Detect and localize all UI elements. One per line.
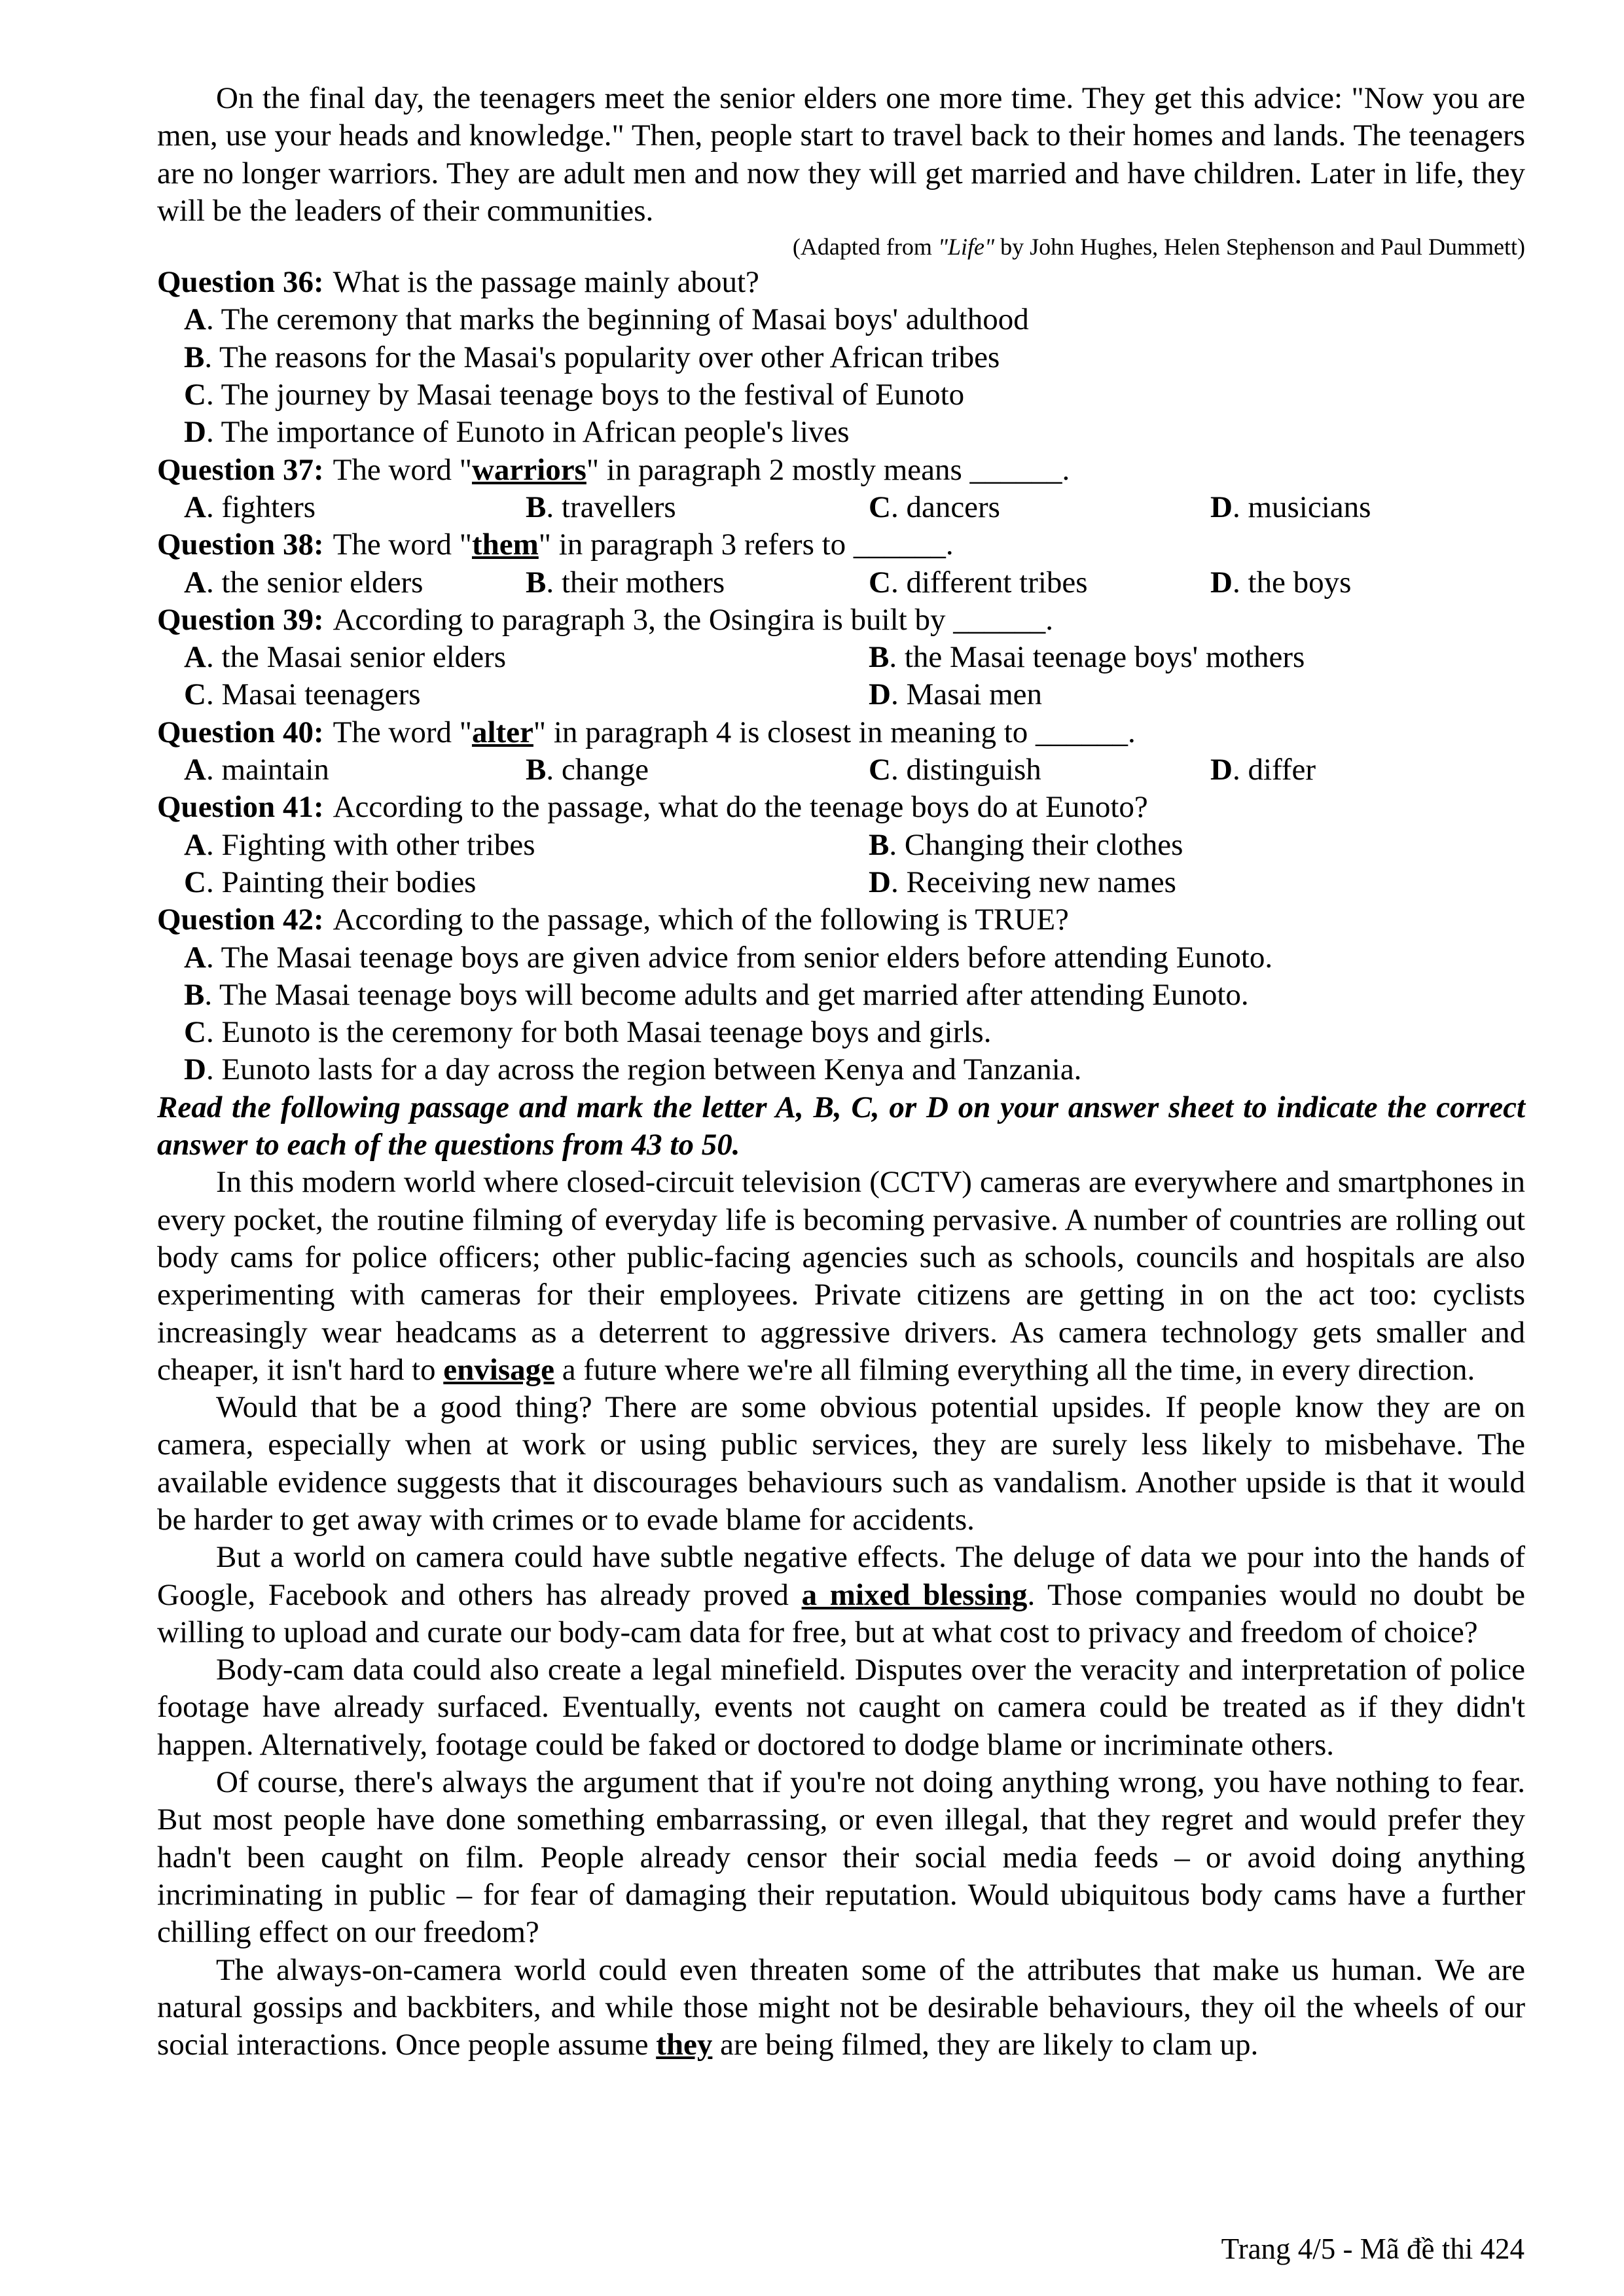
option-letter: A — [184, 753, 206, 787]
option-b[interactable] — [184, 978, 1249, 1012]
question-number: Question 42: — [157, 903, 324, 937]
option-b[interactable] — [526, 751, 649, 789]
option-text: . Masai teenagers — [206, 677, 421, 712]
question-text: The word " — [333, 528, 472, 562]
option-b[interactable] — [869, 639, 1305, 676]
option-text: . travellers — [546, 490, 676, 524]
option-letter: B — [869, 827, 890, 862]
option-letter: A — [184, 827, 206, 862]
option-letter: A — [184, 565, 206, 600]
paragraph-text: Of course, there's always the argument that if you're not doing anything wrong, you have nothing to fear. But most people have done something embarrassing, or even illegal, that they regret and would prefer they hadn't been caught on film. People already censor their social media feeds – or avoid doing anything incriminating in public – for fear of damaging their reputation. Would ubiquitous body cams have a further chilling effect on our freedom? — [157, 1765, 1525, 1950]
option-d[interactable] — [869, 864, 1176, 901]
option-d[interactable] — [184, 415, 850, 449]
option-letter: B — [526, 490, 547, 524]
question-39 — [157, 601, 1525, 639]
option-text: . dancers — [890, 490, 1000, 524]
option-letter: B — [526, 753, 547, 787]
page-footer: Trang 4/5 - Mã đề thi 424 — [1221, 2233, 1525, 2265]
option-letter: D — [184, 415, 206, 450]
option-text: . differ — [1232, 753, 1316, 787]
option-text: . Receiving new names — [890, 865, 1176, 899]
option-b[interactable] — [526, 564, 725, 601]
passage-paragraph — [157, 1389, 1525, 1539]
option-letter: D — [1210, 565, 1233, 600]
option-text: . The journey by Masai teenage boys to the festival of Eunoto — [206, 378, 965, 412]
option-text: . Eunoto is the ceremony for both Masai teenage boys and girls. — [206, 1015, 992, 1050]
option-letter: C — [869, 490, 891, 524]
option-text: . the boys — [1232, 565, 1352, 600]
question-number: Question 36: — [157, 265, 324, 300]
option-d[interactable] — [869, 676, 1042, 713]
option-text: . the senior elders — [206, 565, 424, 600]
paragraph-text-end: a future where we're all filming everything all the time, in every direction. — [554, 1352, 1475, 1387]
option-a[interactable] — [184, 489, 316, 526]
question-40 — [157, 714, 1525, 751]
paragraph-text: The always-on-camera world could even threaten some of the attributes that make us human. We are natural gossips and backbiters, and while those might not be desirable behaviours, they oil the wheels of our social interactions. Once people assume — [157, 1952, 1525, 2062]
paragraph-text: In this modern world where closed-circuit television (CCTV) cameras are everywhere and smartphones in every pocket, the routine filming of everyday life is becoming pervasive. A number of countries are rolling out body cams for police officers; other public-facing agencies such as schools, councils and hospitals are also experimenting with cameras for their employees. Private citizens are getting in on the act too: cyclists increasingly wear headcams as a deterrent to aggressive drivers. As camera technology gets smaller and cheaper, it isn't hard to — [157, 1165, 1525, 1387]
question-keyword: warriors — [471, 452, 586, 487]
option-letter: D — [869, 865, 891, 899]
option-d[interactable] — [1210, 751, 1316, 789]
passage-paragraph — [157, 1764, 1525, 1951]
option-letter: A — [184, 940, 206, 975]
option-letter: D — [869, 677, 891, 712]
option-letter: B — [184, 977, 205, 1012]
question-41 — [157, 789, 1525, 826]
option-d[interactable] — [1210, 564, 1351, 601]
passage-instruction: Read the following passage and mark the letter A, B, C, or D on your answer sheet to indicate the correct answer to each of the questions from 43 to 50. — [157, 1090, 1525, 1162]
question-keyword: them — [471, 528, 539, 562]
option-text: . the Masai teenage boys' mothers — [889, 640, 1305, 675]
question-text: The word " — [333, 452, 472, 487]
highlighted-word: a mixed blessing — [801, 1577, 1028, 1612]
option-letter: D — [184, 1052, 206, 1087]
paragraph-text-end: . Those companies would no doubt be willing to upload and curate our body-cam data for free, but at what cost to privacy and freedom of choice? — [157, 1577, 1526, 1649]
passage-paragraph — [157, 1952, 1525, 2064]
option-text: . change — [546, 753, 649, 787]
question-number: Question 40: — [157, 715, 324, 749]
option-text: . The ceremony that marks the beginning of Masai boys' adulthood — [206, 302, 1029, 337]
question-text: According to the passage, what do the teenage boys do at Eunoto? — [333, 790, 1148, 825]
source-title: "Life" — [937, 234, 995, 260]
option-text: . Changing their clothes — [889, 827, 1183, 862]
option-text: . Fighting with other tribes — [206, 827, 535, 862]
option-text: . The importance of Eunoto in African people's lives — [206, 415, 850, 450]
option-letter: B — [184, 340, 205, 374]
option-c[interactable] — [869, 751, 1041, 789]
question-number: Question 41: — [157, 790, 324, 825]
option-text: . Masai men — [890, 677, 1042, 712]
option-text: . The Masai teenage boys are given advice from senior elders before attending Eunoto. — [206, 940, 1273, 975]
exam-page — [157, 80, 1525, 2064]
option-letter: D — [1210, 753, 1233, 787]
option-c[interactable] — [184, 864, 476, 901]
option-letter: A — [184, 302, 206, 337]
question-text: According to the passage, which of the following is TRUE? — [333, 903, 1069, 937]
question-text-end: " in paragraph 4 is closest in meaning to ______. — [533, 715, 1136, 749]
source-post: by John Hughes, Helen Stephenson and Paul Dummett) — [994, 234, 1525, 260]
option-text: . musicians — [1232, 490, 1371, 524]
option-c[interactable] — [869, 564, 1088, 601]
highlighted-word: they — [656, 2028, 713, 2062]
option-text: . maintain — [206, 753, 329, 787]
source-pre: (Adapted from — [792, 234, 938, 260]
option-text: . Painting their bodies — [206, 865, 477, 899]
option-letter: A — [184, 490, 206, 524]
option-letter: C — [184, 865, 206, 899]
reading-passage — [157, 1164, 1525, 2064]
paragraph-text: Body-cam data could also create a legal minefield. Disputes over the veracity and interpretation of police footage have already surfaced. Eventually, events not caught on camera could be treated as if they didn't happen. Alternatively, footage could be faked or doctored to dodge blame or incriminate others. — [157, 1653, 1525, 1762]
question-text: According to paragraph 3, the Osingira is built by ______. — [333, 602, 1053, 637]
option-letter: D — [1210, 490, 1233, 524]
option-letter: A — [184, 640, 206, 675]
question-42 — [157, 901, 1525, 939]
question-list — [157, 264, 1525, 1089]
option-letter: C — [184, 677, 206, 712]
passage-paragraph — [157, 1164, 1525, 1389]
option-letter: C — [184, 1015, 206, 1050]
question-36 — [157, 264, 1525, 301]
highlighted-word: envisage — [443, 1352, 554, 1387]
option-c[interactable] — [184, 676, 421, 713]
option-d[interactable] — [184, 1052, 1081, 1086]
passage-paragraph — [157, 1539, 1525, 1651]
option-a[interactable] — [184, 827, 535, 864]
option-c[interactable] — [869, 489, 1000, 526]
option-b[interactable] — [184, 340, 1000, 374]
option-text: . Eunoto lasts for a day across the region between Kenya and Tanzania. — [206, 1052, 1082, 1087]
intro-paragraph: On the final day, the teenagers meet the senior elders one more time. They get this advice: "Now you are men, use your heads and knowledge." Then, people start to travel back to their homes and lands. The teenagers are no longer warriors. They are adult men and now they will get married and have children. Later in life, they will be the leaders of their communities. — [157, 81, 1525, 228]
paragraph-text: Would that be a good thing? There are some obvious potential upsides. If people know they are on camera, especially when at work or using public services, they are surely less likely to misbehave. The available evidence suggests that it discourages behaviours such as vandalism. Another upside is that it would be harder to get away with crimes or to evade blame for accidents. — [157, 1390, 1525, 1537]
question-number: Question 38: — [157, 528, 324, 562]
option-a[interactable] — [184, 639, 506, 676]
option-a[interactable] — [184, 941, 1272, 975]
question-37 — [157, 452, 1525, 489]
option-text: . distinguish — [890, 753, 1041, 787]
option-letter: B — [869, 640, 890, 675]
question-text: The word " — [333, 715, 472, 749]
question-number: Question 37: — [157, 452, 324, 487]
option-letter: B — [526, 565, 547, 600]
option-text: . the Masai senior elders — [206, 640, 507, 675]
option-c[interactable] — [184, 378, 964, 412]
option-a[interactable] — [184, 564, 423, 601]
option-a[interactable] — [184, 751, 329, 789]
question-38 — [157, 526, 1525, 564]
paragraph-text: But a world on camera could have subtle negative effects. The deluge of data we pour into the hands of Google, Facebook and others has already proved — [157, 1540, 1525, 1612]
question-text-end: " in paragraph 3 refers to ______. — [538, 528, 954, 562]
source-citation — [157, 230, 1525, 264]
option-c[interactable] — [184, 1015, 991, 1049]
option-b[interactable] — [526, 489, 676, 526]
option-letter: C — [184, 378, 206, 412]
paragraph-text-end: are being filmed, they are likely to clam up. — [712, 2028, 1259, 2062]
option-text: . The Masai teenage boys will become adults and get married after attending Eunoto. — [204, 977, 1249, 1012]
option-text: . The reasons for the Masai's popularity over other African tribes — [204, 340, 1000, 374]
question-keyword: alter — [471, 715, 533, 749]
question-text: What is the passage mainly about? — [333, 265, 759, 300]
option-a[interactable] — [184, 302, 1029, 336]
option-letter: C — [869, 565, 891, 600]
option-text: . their mothers — [546, 565, 725, 600]
option-text: . different tribes — [890, 565, 1088, 600]
question-text-end: " in paragraph 2 mostly means ______. — [586, 452, 1070, 487]
passage-paragraph — [157, 1651, 1525, 1764]
option-letter: C — [869, 753, 891, 787]
option-d[interactable] — [1210, 489, 1371, 526]
question-number: Question 39: — [157, 602, 324, 637]
option-b[interactable] — [869, 827, 1183, 864]
option-text: . fighters — [206, 490, 316, 524]
